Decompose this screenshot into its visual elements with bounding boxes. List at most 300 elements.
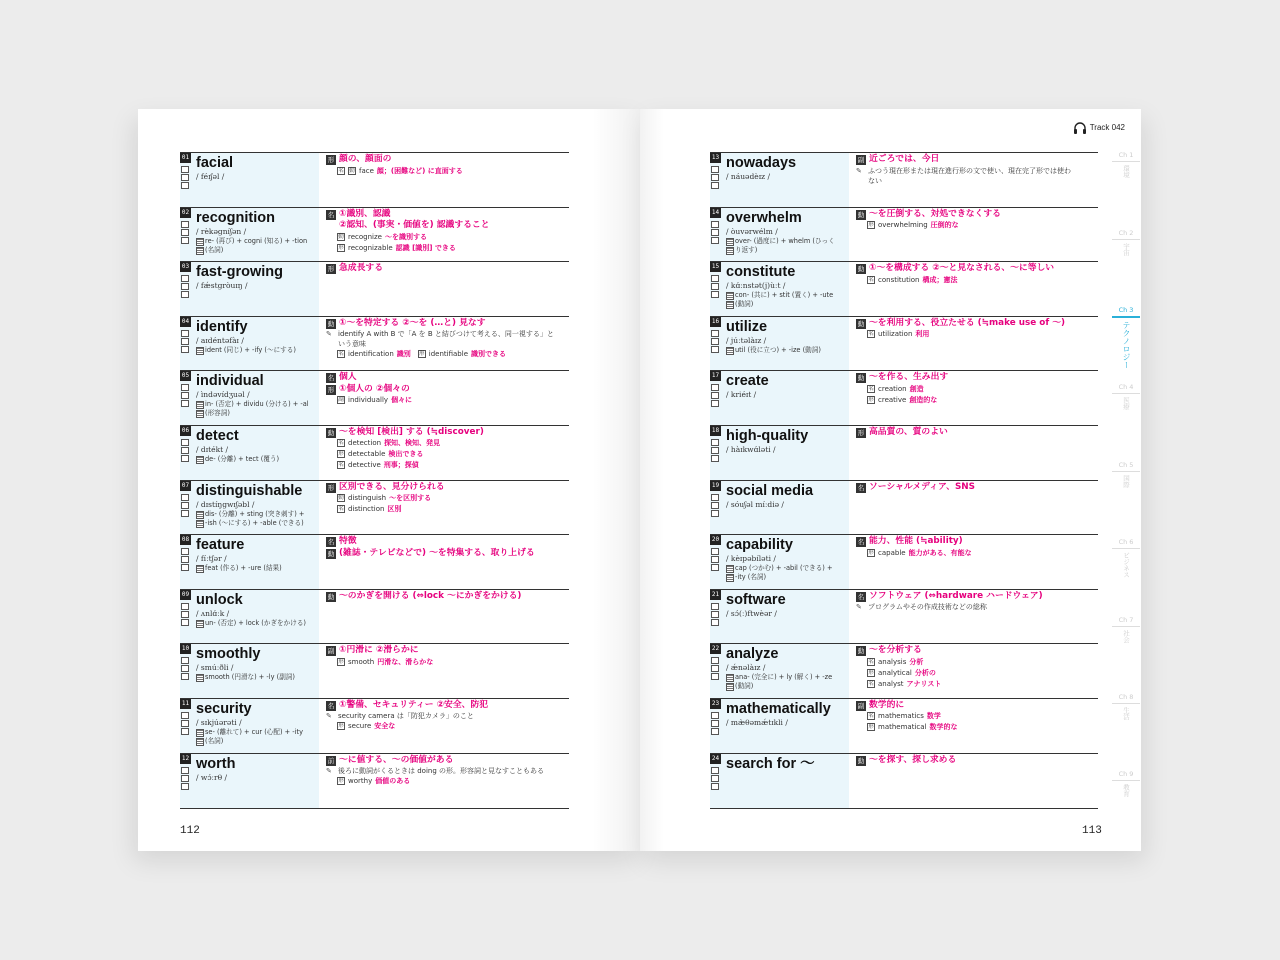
part-of-speech-badge: 名 [857,483,865,492]
etymology: con- (共に) + stit (置く) + -ute [726,291,849,300]
check-box[interactable] [711,439,719,446]
chapter-tab[interactable] [1112,538,1140,578]
note-text: いう意味 [338,340,366,349]
meaning-line [326,427,569,439]
meaning-text: 特徴 [339,536,357,547]
track-label [1073,121,1125,134]
related-meaning: 分析の [914,668,936,677]
check-box[interactable] [711,237,719,244]
study-checkboxes [181,384,189,408]
related-word-line [326,721,569,732]
etymology: un- (否定) + lock (かぎをかける) [196,619,319,628]
study-checkboxes [711,548,719,572]
pronunciation: / smúːðli / [196,663,234,673]
meaning-line [856,591,1098,603]
headword: overwhelm [726,209,802,226]
check-box[interactable] [181,767,189,774]
meaning-text: ～を作る、生み出す [869,372,949,383]
related-word: secure [348,722,372,731]
headword: software [726,591,786,608]
entry-definition-cell [319,535,569,589]
check-box[interactable] [181,611,189,618]
check-box[interactable] [711,182,719,189]
check-box[interactable] [181,221,189,228]
gutter-shadow [640,109,664,851]
check-box[interactable] [711,392,719,399]
meaning-text: (雑誌・テレビなどで) ～を特集する、取り上げる [339,547,535,558]
part-of-speech-badge: 名 [327,538,335,547]
meaning-line [326,482,569,494]
chapter-tab[interactable] [1112,693,1140,720]
check-box[interactable] [711,166,719,173]
check-box[interactable] [181,502,189,509]
check-box[interactable] [181,229,189,236]
check-box[interactable] [711,502,719,509]
headword: identify [196,318,248,335]
word-entry [710,753,1098,809]
etymology: -ity (名詞) [726,573,849,582]
check-box[interactable] [181,510,189,517]
note-text: identify A with B で「A を B と結びつけて考える、同一視する」と [338,330,554,339]
related-meaning: 創造的な [909,395,938,404]
entry-headword-cell [180,535,319,589]
headword: detect [196,427,239,444]
check-box[interactable] [711,611,719,618]
check-box[interactable] [711,400,719,407]
related-word: analyst [878,679,904,688]
headword: recognition [196,209,275,226]
check-box[interactable] [181,556,189,563]
headword: high-quality [726,427,809,444]
meaning-text: 近ごろでは、今日 [869,154,940,164]
headword: social media [726,482,814,499]
word-entry [710,480,1098,535]
chapter-tab[interactable] [1112,770,1140,797]
check-box[interactable] [181,166,189,173]
etymology: ident (同じ) + -ify (～にする) [196,346,319,355]
word-entry [710,534,1098,589]
check-box[interactable] [711,455,719,462]
related-meaning: 検出できる [388,450,424,459]
check-box[interactable] [711,603,719,610]
meaning-text: ～を分析する [869,645,922,656]
meaning-line [326,591,569,603]
entry-headword-cell [710,208,849,262]
check-box[interactable] [181,400,189,407]
check-box[interactable] [711,494,719,501]
meaning-text: ②認知、(事実・価値を) 認識すること [339,220,490,231]
pronunciation: / ǽnəlàɪz / [726,663,766,673]
note-text: プログラムやその作成技術などの総称 [868,603,987,612]
check-box[interactable] [181,384,189,391]
entry-headword-cell [180,317,319,371]
check-box[interactable] [711,174,719,181]
related-word-line [326,243,569,254]
check-box[interactable] [711,510,719,517]
related-meaning: 数学 [926,712,941,721]
entry-definition-cell [849,426,1098,480]
pronunciation: / aɪdéntəfàɪ / [196,335,244,345]
headword: smoothly [196,646,261,663]
study-checkboxes [181,767,189,791]
part-of-speech-badge: 副 [327,647,335,656]
check-box[interactable] [711,346,719,353]
related-word: distinction [348,505,385,514]
pencil-icon: ✎ [856,166,862,175]
check-box[interactable] [181,330,189,337]
entry-headword-cell [180,754,319,808]
part-of-speech-badge: 動 [857,647,865,656]
related-word-line [856,668,1098,679]
check-box[interactable] [711,728,719,735]
check-box[interactable] [181,603,189,610]
related-word-line [326,395,569,406]
pronunciation: / féɪʃəl / [196,172,225,181]
usage-note [326,711,569,721]
meaning-text: 区別できる、見分けられる [339,481,445,492]
entry-number: 09 [181,590,190,598]
entry-number: 11 [181,699,190,707]
entry-definition-cell [319,153,569,207]
check-box[interactable] [711,564,719,571]
etymology: feat (作る) + -ure (結果) [196,564,319,573]
note-text: ふつう現在形または現在進行形の文で使い、現在完了形では使わ [868,166,1071,175]
check-box[interactable] [181,619,189,626]
check-box[interactable] [711,619,719,626]
pencil-icon: ✎ [326,330,332,339]
pos-tag: 形 [868,724,874,731]
related-word: creation [878,384,907,393]
meaning-line [326,209,569,221]
usage-note [856,176,1098,186]
pos-tag: 形 [338,451,344,458]
entry-definition-cell [319,317,569,371]
chapter-tab[interactable] [1112,306,1140,369]
entry-number: 02 [181,208,190,216]
entry-number: 23 [711,699,720,707]
entry-headword-cell [710,699,849,753]
check-box[interactable] [181,564,189,571]
check-box[interactable] [711,548,719,555]
entry-number: 13 [711,154,720,161]
entry-definition-cell [319,208,569,262]
headword: individual [196,373,264,390]
related-word-line [856,220,1098,231]
headword: search for ～ [726,755,815,772]
meaning-line [856,482,1098,494]
check-box[interactable] [181,783,189,790]
entry-headword-cell [710,153,849,207]
chapter-title: ビジネス [1122,552,1130,578]
meaning-text: 個人 [339,372,357,383]
check-box[interactable] [711,556,719,563]
check-box[interactable] [711,775,719,782]
entry-number: 06 [181,426,190,434]
usage-note [856,166,1098,176]
entry-number: 18 [711,426,720,434]
check-box[interactable] [181,728,189,735]
entry-number: 03 [181,263,190,271]
check-box[interactable] [711,221,719,228]
check-box[interactable] [181,291,189,298]
word-entry [180,207,569,262]
check-box[interactable] [711,673,719,680]
pronunciation: / òuvərwélm / [726,226,778,236]
study-checkboxes [711,330,719,354]
pronunciation: / kèɪpəbíləti / [726,554,776,564]
entry-headword-cell [710,371,849,425]
related-word-line [856,679,1098,690]
entry-headword-cell [710,754,849,808]
check-box[interactable] [711,330,719,337]
check-box[interactable] [181,283,189,290]
check-box[interactable] [711,767,719,774]
check-box[interactable] [711,665,719,672]
entry-number: 24 [711,754,720,762]
entry-number: 21 [711,590,720,598]
word-entry [180,589,569,644]
pronunciation: / rèkəgníʃən / [196,226,247,236]
check-box[interactable] [181,237,189,244]
related-word-line [326,166,569,177]
meaning-line [856,755,1098,767]
meaning-line [856,154,1098,166]
related-word: identification [348,350,394,359]
entry-headword-cell [710,262,849,316]
meaning-text: ①円滑に ②滑らかに [339,645,419,656]
part-of-speech-badge: 形 [327,265,335,274]
meaning-text: ～を検知 [検出] する (≒discover) [339,426,484,437]
left-entry-list [180,152,569,809]
pos-tag: 名 [338,462,344,469]
pencil-icon: ✎ [326,712,332,721]
study-checkboxes [711,712,719,736]
related-word: mathematical [878,723,927,732]
study-checkboxes [181,494,189,518]
entry-definition-cell [849,754,1098,808]
pos-tag: 動 [338,495,344,502]
right-page [640,109,1141,851]
related-meaning: 顔；(困難など) に直面する [376,166,463,175]
check-box[interactable] [181,338,189,345]
related-meaning: 能力がある、有能な [908,548,972,557]
related-word-line [856,722,1098,733]
related-meaning: 価値のある [375,777,411,786]
check-box[interactable] [181,439,189,446]
study-checkboxes [711,166,719,190]
track-number: Track 042 [1089,123,1125,132]
etymology: in- (否定) + dividu (分ける) + -al [196,400,319,409]
related-word-line [326,776,569,787]
check-box[interactable] [181,548,189,555]
related-word-line [326,232,569,243]
check-box[interactable] [711,783,719,790]
related-meaning: 識別できる [471,350,506,359]
study-checkboxes [181,221,189,245]
part-of-speech-badge: 名 [857,592,865,601]
check-box[interactable] [181,447,189,454]
entry-number: 16 [711,317,720,325]
entry-headword-cell [180,590,319,644]
chapter-tab[interactable] [1112,461,1140,488]
check-box[interactable] [711,283,719,290]
check-box[interactable] [711,657,719,664]
part-of-speech-badge: 動 [327,549,335,558]
page-number-left: 112 [180,825,200,837]
pos-tag: 動 [338,233,344,240]
entry-number: 12 [181,754,190,762]
pos-tag: 名 [338,351,344,358]
chapter-tab[interactable] [1112,383,1140,410]
pronunciation: / fíːtʃər / [196,554,227,564]
right-entry-list [710,152,1098,809]
check-box[interactable] [711,447,719,454]
check-box[interactable] [181,720,189,727]
entry-definition-cell [849,644,1098,698]
word-entry [710,261,1098,316]
word-entry [180,425,569,480]
pos-tag: 名 [338,506,344,513]
entry-definition-cell [319,262,569,316]
related-word-line [856,657,1098,668]
word-entry [710,425,1098,480]
chapter-number: Ch 2 [1112,229,1140,240]
chapter-title: 国際 [1122,475,1130,488]
related-word: capable [878,548,906,557]
entry-number: 05 [181,372,190,380]
headword: facial [196,155,234,171]
check-box[interactable] [181,775,189,782]
related-word: smooth [348,657,375,666]
part-of-speech-badge: 名 [327,701,335,710]
note-text: security camera は「防犯カメラ」のこと [338,712,474,721]
pronunciation: / sɪkjúərəti / [196,717,242,727]
meaning-line [326,263,569,275]
check-box[interactable] [711,229,719,236]
check-box[interactable] [711,291,719,298]
check-box[interactable] [181,275,189,282]
chapter-title: 社会 [1122,630,1130,643]
entry-definition-cell [319,426,569,480]
check-box[interactable] [181,657,189,664]
etymology: (形容詞) [196,409,319,418]
meaning-line [856,645,1098,657]
chapter-tab[interactable] [1112,616,1140,643]
check-box[interactable] [711,338,719,345]
part-of-speech-badge: 前 [327,756,335,765]
study-checkboxes [181,275,189,299]
related-word-pair [418,349,506,360]
etymology: (名詞) [196,246,319,255]
note-text: 後ろに動詞がくるときは doing の形。形容詞と見なすこともある [338,767,545,776]
check-box[interactable] [711,720,719,727]
related-word-line [326,438,569,449]
etymology: de- (分離) + tect (覆う) [196,455,319,464]
related-word-line [326,449,569,460]
study-checkboxes [711,384,719,408]
check-box[interactable] [711,275,719,282]
pronunciation: / mæ̀θəmǽtɪkli / [726,717,788,727]
check-box[interactable] [181,346,189,353]
related-meaning: 数学的な [929,723,958,732]
pronunciation: / náuədèɪz / [726,172,770,181]
chapter-tab[interactable] [1112,151,1140,178]
study-checkboxes [711,221,719,245]
part-of-speech-badge: 副 [857,156,865,164]
chapter-tab[interactable] [1112,229,1140,256]
entry-headword-cell [710,317,849,371]
related-word-line [856,548,1098,559]
word-entry [180,753,569,809]
chapter-number: Ch 6 [1112,538,1140,549]
meaning-line [856,209,1098,221]
entry-headword-cell [180,699,319,753]
study-checkboxes [711,603,719,627]
study-checkboxes [181,712,189,736]
related-word: analysis [878,657,907,666]
pos-tag: 形 [338,778,344,785]
etymology: re- (再び) + cogni (知る) + -tion [196,237,319,246]
check-box[interactable] [181,494,189,501]
check-box[interactable] [181,455,189,462]
meaning-line [326,536,569,548]
check-box[interactable] [181,712,189,719]
pos-tag: 名 [868,658,874,665]
part-of-speech-badge: 動 [327,592,335,601]
entry-number: 14 [711,208,720,216]
chapter-number: Ch 7 [1112,616,1140,627]
pronunciation: / kriéɪt / [726,390,757,400]
pos-tag: 名 [868,713,874,720]
check-box[interactable] [711,384,719,391]
related-word: identifiable [428,350,468,359]
meaning-text: 能力、性能 (≒ability) [869,536,963,547]
check-box[interactable] [181,665,189,672]
headword: fast-growing [196,264,283,281]
related-word: distinguish [348,494,387,503]
headword: constitute [726,264,796,281]
entry-headword-cell [180,153,319,207]
entry-definition-cell [319,699,569,753]
pos-tag: 形 [419,351,425,358]
etymology: (動詞) [726,682,849,691]
pos-tag: 名 [868,680,874,687]
related-word-pair [337,349,411,360]
pos-tag: 形 [868,549,874,556]
related-word: detective [348,461,381,470]
part-of-speech-badge: 副 [857,701,865,710]
pencil-icon: ✎ [326,767,332,776]
related-word-line [326,493,569,504]
related-meaning: 圧倒的な [930,221,959,230]
check-box[interactable] [181,174,189,181]
etymology: se- (離れて) + cur (心配) + -ity [196,728,319,737]
left-page [138,109,640,851]
check-box[interactable] [181,392,189,399]
part-of-speech-badge: 形 [857,428,865,437]
pos-tag: 形 [868,222,874,229]
chapter-number: Ch 1 [1112,151,1140,162]
word-entry [710,589,1098,644]
etymology: ana- (完全に) + ly (解く) + -ze [726,673,849,682]
entry-definition-cell [849,317,1098,371]
chapter-title: 宇宙 [1122,243,1130,256]
check-box[interactable] [181,182,189,189]
related-word: recognizable [348,243,393,252]
related-meaning: 円滑な、滑らかな [377,657,434,666]
check-box[interactable] [181,673,189,680]
check-box[interactable] [711,712,719,719]
